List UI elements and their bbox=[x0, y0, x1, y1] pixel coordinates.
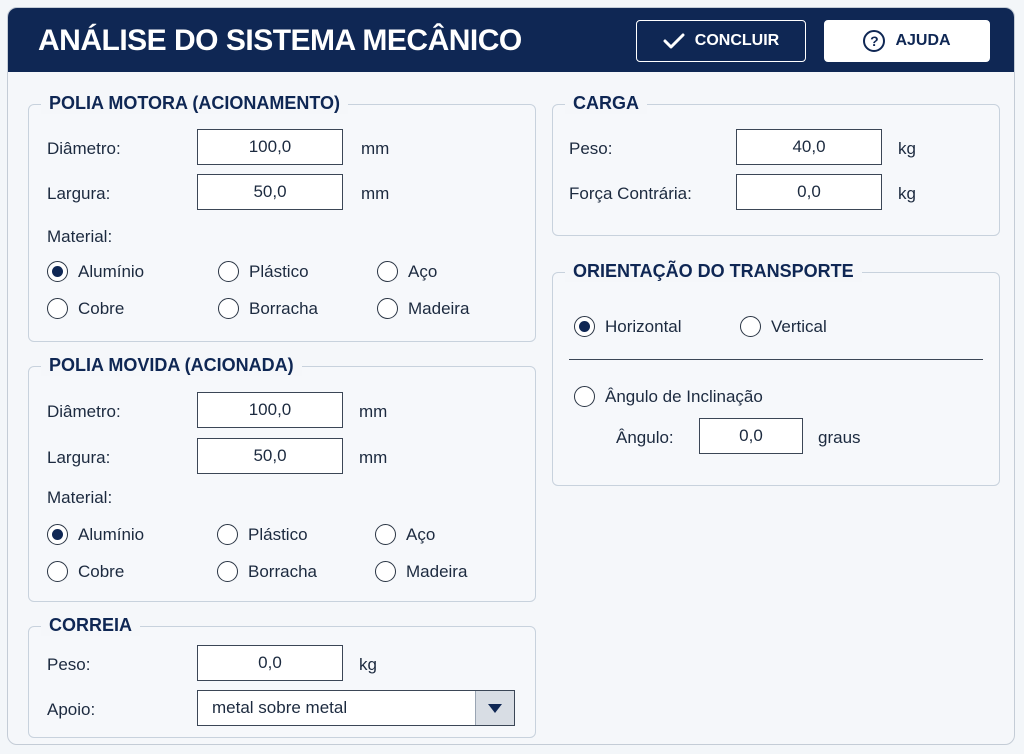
orientacao-radio-inclinacao[interactable] bbox=[574, 386, 763, 407]
angulo-label: Ângulo: bbox=[616, 428, 674, 447]
radio-dot bbox=[375, 561, 396, 582]
material-radio-borracha[interactable] bbox=[218, 298, 318, 319]
material-radio-madeira[interactable] bbox=[377, 298, 469, 319]
polia-motora-legend: POLIA MOTORA (ACIONAMENTO) bbox=[41, 93, 348, 114]
chevron-down-icon[interactable] bbox=[475, 691, 514, 725]
material-radio-aco[interactable] bbox=[375, 524, 435, 545]
material-option-label: Alumínio bbox=[78, 261, 145, 281]
material-option-label: Borracha bbox=[248, 561, 317, 581]
dialog-window bbox=[7, 7, 1015, 745]
material-option-label: Cobre bbox=[78, 561, 125, 581]
material-label: Material: bbox=[47, 488, 113, 507]
largura-input[interactable]: 50,0 bbox=[197, 174, 343, 210]
inclinacao-label: Ângulo de Inclinação bbox=[605, 386, 763, 406]
material-radio-cobre[interactable] bbox=[47, 298, 124, 319]
radio-dot bbox=[740, 316, 761, 337]
radio-dot bbox=[218, 298, 239, 319]
ajuda-label: AJUDA bbox=[895, 32, 951, 49]
orientacao-radio-horizontal[interactable] bbox=[574, 316, 682, 337]
material-radio-aluminio[interactable] bbox=[47, 261, 144, 282]
angulo-unit: graus bbox=[818, 428, 861, 447]
material-radio-aco[interactable] bbox=[377, 261, 437, 282]
ajuda-button[interactable] bbox=[824, 20, 990, 62]
largura-unit: mm bbox=[361, 184, 390, 203]
correia-group bbox=[28, 615, 536, 738]
vertical-label: Vertical bbox=[771, 316, 827, 336]
radio-dot bbox=[47, 298, 68, 319]
carga-group bbox=[552, 93, 1000, 236]
apoio-label: Apoio: bbox=[47, 700, 96, 719]
material-option-label: Aço bbox=[408, 261, 438, 281]
peso-unit: kg bbox=[359, 655, 377, 674]
apoio-select[interactable] bbox=[197, 690, 515, 726]
polia-movida-group bbox=[28, 355, 536, 602]
header-bar bbox=[8, 8, 1014, 72]
material-radio-plastico[interactable] bbox=[218, 261, 309, 282]
radio-dot bbox=[375, 524, 396, 545]
forca-contraria-unit: kg bbox=[898, 184, 916, 203]
polia-motora-group bbox=[28, 93, 536, 342]
diametro-unit: mm bbox=[359, 402, 388, 421]
radio-dot bbox=[217, 524, 238, 545]
carga-legend: CARGA bbox=[565, 93, 647, 114]
forca-contraria-label: Força Contrária: bbox=[569, 184, 692, 203]
concluir-label: CONCLUIR bbox=[694, 32, 780, 49]
peso-label: Peso: bbox=[47, 655, 91, 674]
page-title: ANÁLISE DO SISTEMA MECÂNICO bbox=[38, 24, 522, 57]
material-option-label: Borracha bbox=[249, 298, 318, 318]
material-option-label: Plástico bbox=[248, 524, 308, 544]
material-radio-cobre[interactable] bbox=[47, 561, 124, 582]
diametro-label: Diâmetro: bbox=[47, 139, 121, 158]
forca-contraria-input[interactable]: 0,0 bbox=[736, 174, 882, 210]
correia-peso-input[interactable]: 0,0 bbox=[197, 645, 343, 681]
material-option-label: Madeira bbox=[408, 298, 470, 318]
correia-legend: CORREIA bbox=[41, 615, 140, 636]
material-option-label: Alumínio bbox=[78, 524, 145, 544]
diametro-input[interactable]: 100,0 bbox=[197, 392, 343, 428]
orientacao-group bbox=[552, 261, 1000, 486]
material-option-label: Aço bbox=[406, 524, 436, 544]
material-option-label: Cobre bbox=[78, 298, 125, 318]
largura-input[interactable]: 50,0 bbox=[197, 438, 343, 474]
apoio-select-value: metal sobre metal bbox=[212, 698, 348, 717]
radio-dot bbox=[47, 561, 68, 582]
carga-peso-unit: kg bbox=[898, 139, 916, 158]
radio-dot bbox=[377, 261, 398, 282]
diametro-input[interactable]: 100,0 bbox=[197, 129, 343, 165]
material-radio-plastico[interactable] bbox=[217, 524, 308, 545]
radio-dot bbox=[574, 386, 595, 407]
largura-label: Largura: bbox=[47, 184, 111, 203]
carga-peso-input[interactable]: 40,0 bbox=[736, 129, 882, 165]
radio-dot bbox=[377, 298, 398, 319]
check-icon bbox=[663, 32, 685, 50]
orientacao-legend: ORIENTAÇÃO DO TRANSPORTE bbox=[565, 261, 862, 282]
polia-movida-legend: POLIA MOVIDA (ACIONADA) bbox=[41, 355, 302, 376]
material-label: Material: bbox=[47, 227, 113, 246]
diametro-unit: mm bbox=[361, 139, 390, 158]
radio-dot bbox=[574, 316, 595, 337]
material-option-label: Plástico bbox=[249, 261, 309, 281]
material-radio-madeira[interactable] bbox=[375, 561, 467, 582]
radio-dot bbox=[47, 261, 68, 282]
radio-dot bbox=[217, 561, 238, 582]
material-option-label: Madeira bbox=[406, 561, 468, 581]
diametro-label: Diâmetro: bbox=[47, 402, 121, 421]
carga-peso-label: Peso: bbox=[569, 139, 613, 158]
concluir-button[interactable] bbox=[636, 20, 806, 62]
largura-label: Largura: bbox=[47, 448, 111, 467]
material-radio-aluminio[interactable] bbox=[47, 524, 144, 545]
angulo-input[interactable]: 0,0 bbox=[699, 418, 803, 454]
radio-dot bbox=[218, 261, 239, 282]
radio-dot bbox=[47, 524, 68, 545]
largura-unit: mm bbox=[359, 448, 388, 467]
divider bbox=[569, 359, 983, 360]
orientacao-radio-vertical[interactable] bbox=[740, 316, 827, 337]
help-circle-icon: ? bbox=[863, 30, 885, 52]
horizontal-label: Horizontal bbox=[605, 316, 682, 336]
material-radio-borracha[interactable] bbox=[217, 561, 317, 582]
